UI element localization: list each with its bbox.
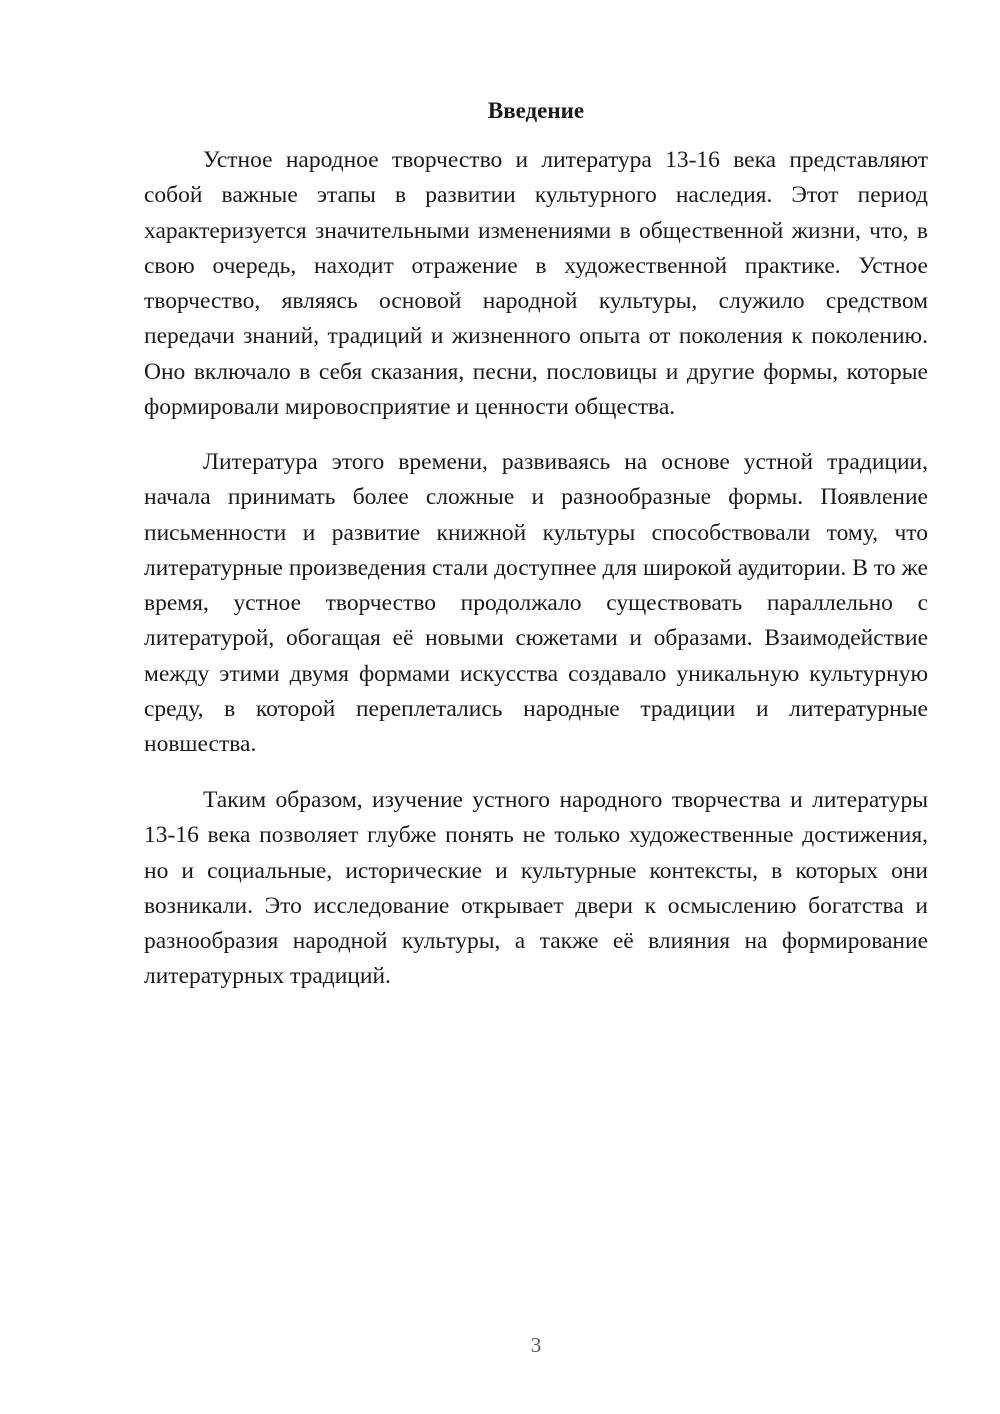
page-heading: Введение [487,98,585,123]
paragraph-3: Таким образом, изучение устного народного творчества и литературы 13-16 века позволяет глубже понять не только художественные достижения, но и социальные, исторические и культурные контексты, в которых они возникали. Это исследование открывает двери к осмыслению богатства и разнообразия народной культуры, а также её влияния на формирование литературных традиций. [144,787,928,990]
paragraph-2: Литература этого времени, развиваясь на основе устной традиции, начала принимать более сложные и разнообразные формы. Появление письменности и развитие книжной культуры способствовали тому, что литературные произведения стали доступнее для широкой аудитории. В то же время, устное творчество продолжало существовать параллельно с литературой, обогащая её новыми сюжетами и образами. Взаимодействие между этими двумя формами искусства создавало уникальную культурную среду, в которой переплетались народные традиции и литературные новшества. [144,449,928,758]
paragraph-1: Устное народное творчество и литература 13-16 века представляют собой важные этапы в развитии культурного наследия. Этот период характеризуется значительными изменениями в общественной жизни, что, в свою очередь, находит отражение в художественной практике. Устное творчество, являясь основой народной культуры, служило средством передачи знаний, традиций и жизненного опыта от поколения к поколению. Оно включало в себя сказания, песни, пословицы и другие формы, которые формировали мировосприятие и ценности общества. [144,147,928,421]
page-number: 3 [530,1333,542,1357]
